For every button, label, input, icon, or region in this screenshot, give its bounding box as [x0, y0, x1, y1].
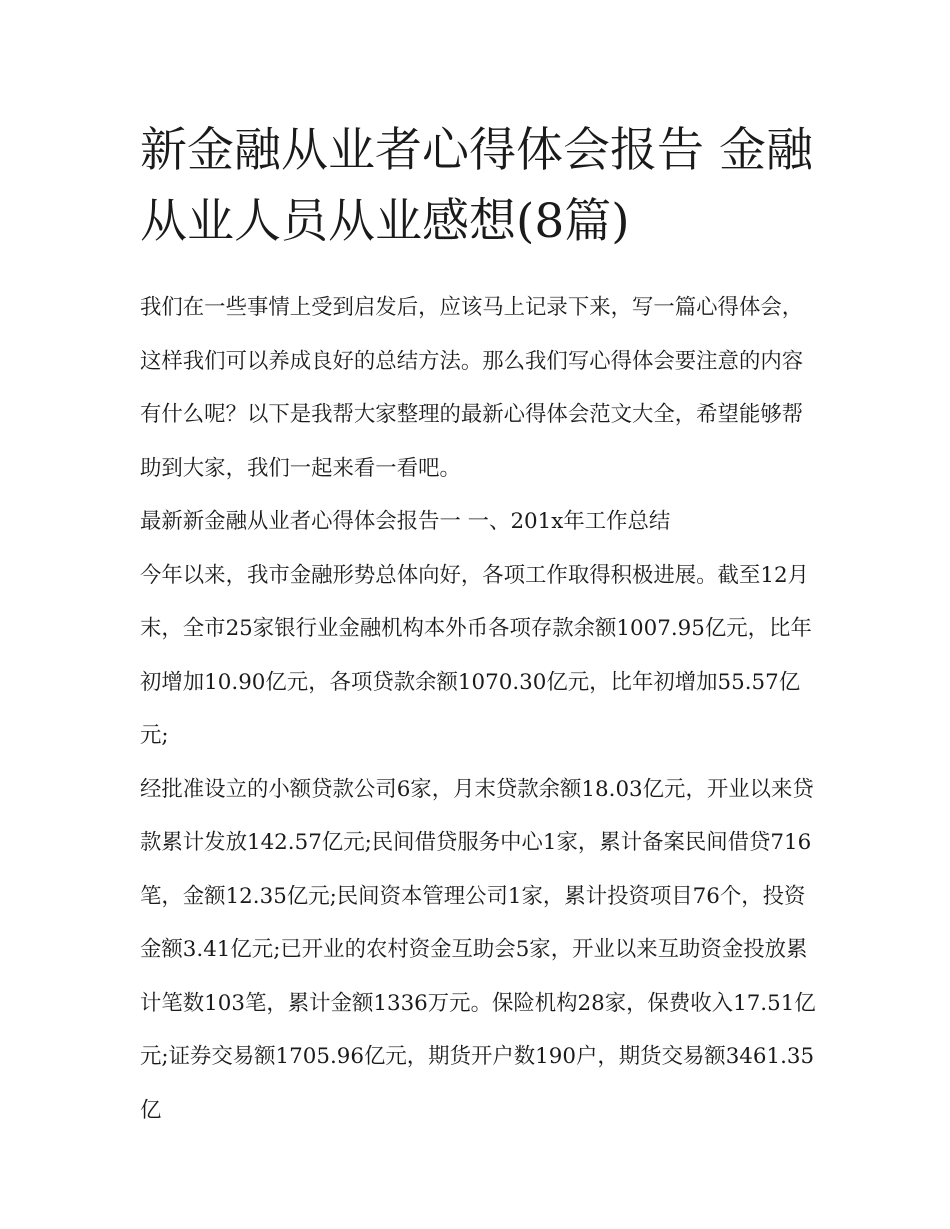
document-body — [140, 281, 816, 1137]
section-heading: 最新新金融从业者心得体会报告一 一、201x年工作总结 — [140, 509, 671, 535]
page-bottom-margin — [0, 1120, 950, 1229]
document-title: 新金融从业者心得体会报告 金融从业人员从业感想(8篇) — [140, 123, 813, 249]
summary-paragraph: 今年以来，我市金融形势总体向好，各项工作取得积极进展。截至12月末，全市25家银行业金融机构本外币各项存款余额1007.95亿元，比年初增加10.90亿元，各项贷款余额1070.30亿元，比年初增加55.57亿元; — [140, 562, 812, 749]
intro-paragraph: 我们在一些事情上受到启发后，应该马上记录下来，写一篇心得体会，这样我们可以养成良好的总结方法。那么我们写心得体会要注意的内容有什么呢？以下是我帮大家整理的最新心得体会范文大全，希望能够帮助到大家，我们一起来看一看吧。 — [140, 295, 804, 481]
statistics-paragraph: 经批准设立的小额贷款公司6家，月末贷款余额18.03亿元，开业以来贷款累计发放142.57亿元;民间借贷服务中心1家，累计备案民间借贷716笔，金额12.35亿元;民间资本管理公司1家，累计投资项目76个，投资金额3.41亿元;已开业的农村资金互助会5家，开业以来互助资金投放累计笔数103笔，累计金额1336万元。保险机构28家，保费收入17.51亿元;证券交易额1705.96亿元，期货开户数190户，期货交易额3461.35亿 — [140, 776, 816, 1123]
